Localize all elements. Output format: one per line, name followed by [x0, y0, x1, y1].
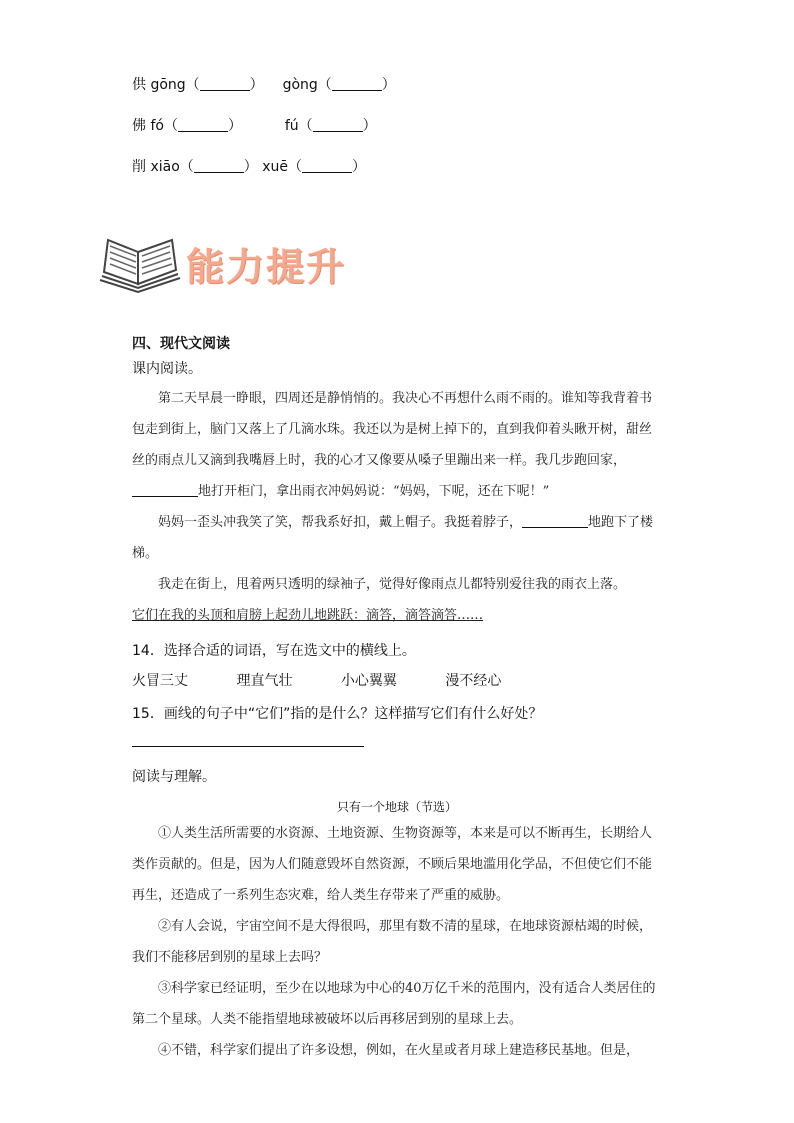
answer-blank[interactable]	[332, 76, 382, 91]
article-paragraph: ④不错，科学家们提出了许多设想，例如，在火星或者月球上建造移民基地。但是，	[158, 1043, 640, 1058]
word-option: 火冒三丈	[132, 673, 188, 689]
section-heading: 四、现代文阅读	[132, 336, 230, 352]
passage-paragraph: 第二天早晨一睁眼，四周还是静悄悄的。我决心不再想什么雨不雨的。谁知等我背着书包走到街上，脑门又落上了几滴水珠。我还以为是树上掉下的，直到我仰着头瞅开树，甜丝丝的雨点儿又滴到我嘴唇上时，我的心才又像要从嗓子里蹦出来一样。我几步跑回家，地打开柜门，拿出雨衣冲妈妈说：“妈妈，下呢，还在下呢！”	[132, 391, 653, 499]
question-15: 15．画线的句子中“它们”指的是什么？这样描写它们有什么好处？	[132, 706, 543, 722]
underlined-sentence: 它们在我的头顶和肩膀上起劲儿地跳跃：滴答，滴答滴答……	[132, 608, 484, 623]
question-14: 14．选择合适的词语，写在选文中的横线上。	[132, 643, 416, 659]
answer-blank[interactable]	[194, 158, 244, 173]
reading-passage	[132, 383, 662, 631]
answer-blank[interactable]	[302, 158, 352, 173]
section-intro: 课内阅读。	[132, 361, 202, 377]
open-book-icon	[98, 232, 184, 294]
character: 供	[132, 77, 146, 93]
fill-blank-1[interactable]	[132, 484, 198, 497]
passage-paragraph: 我走在街上，甩着两只透明的绿袖子，觉得好像雨点儿都特别爱往我的雨衣上落。	[158, 577, 627, 592]
answer-line[interactable]	[132, 746, 364, 747]
answer-blank[interactable]	[178, 117, 228, 132]
article-paragraph: ②有人会说，宇宙空间不是大得很吗，那里有数不清的星球，在地球资源枯竭的时候，我们不能移居到别的星球上去吗？	[132, 919, 653, 965]
answer-blank[interactable]	[313, 117, 363, 132]
character: 削	[132, 159, 146, 175]
pinyin-row-3: 削 xiāo（ ） xuē（ ）	[132, 159, 367, 175]
pinyin-row-1: 供 gōng（ ） gòng（ ）	[132, 77, 396, 93]
answer-blank[interactable]	[200, 76, 250, 91]
fill-blank-2[interactable]	[522, 515, 588, 528]
pinyin: fó	[150, 118, 164, 134]
pinyin-row-2: 佛 fó（ ） fú（ ）	[132, 118, 377, 134]
ability-banner	[98, 232, 398, 294]
pinyin: xiāo	[150, 159, 180, 175]
word-option: 理直气壮	[236, 673, 293, 689]
article-paragraph: ①人类生活所需要的水资源、土地资源、生物资源等，本来是可以不断再生，长期给人类作贡献的。但是，因为人们随意毁坏自然资源，不顾后果地滥用化学品，不但使它们不能再生，还造成了一系列生态灾难，给人类生存带来了严重的威胁。	[132, 826, 653, 903]
word-option: 漫不经心	[445, 673, 502, 689]
banner-title: 能力提升	[186, 245, 347, 289]
reading-intro-2: 阅读与理解。	[132, 769, 216, 785]
pinyin: gòng	[282, 77, 318, 93]
article-title: 只有一个地球（节选）	[336, 800, 457, 814]
word-options	[132, 670, 545, 690]
pinyin: fú	[284, 118, 299, 134]
pinyin: gōng	[150, 77, 186, 93]
character: 佛	[132, 118, 146, 134]
pinyin: xuē	[262, 159, 289, 175]
article-paragraph: ③科学家已经证明，至少在以地球为中心的40万亿千米的范围内，没有适合人类居住的第二个星球。人类不能指望地球被破坏以后再移居到别的星球上去。	[132, 981, 656, 1027]
article-body	[132, 818, 662, 1066]
word-option: 小心翼翼	[340, 673, 397, 689]
passage-paragraph: 妈妈一歪头冲我笑了笑，帮我系好扣，戴上帽子。我挺着脖子， 地跑下了楼梯。	[132, 515, 654, 561]
